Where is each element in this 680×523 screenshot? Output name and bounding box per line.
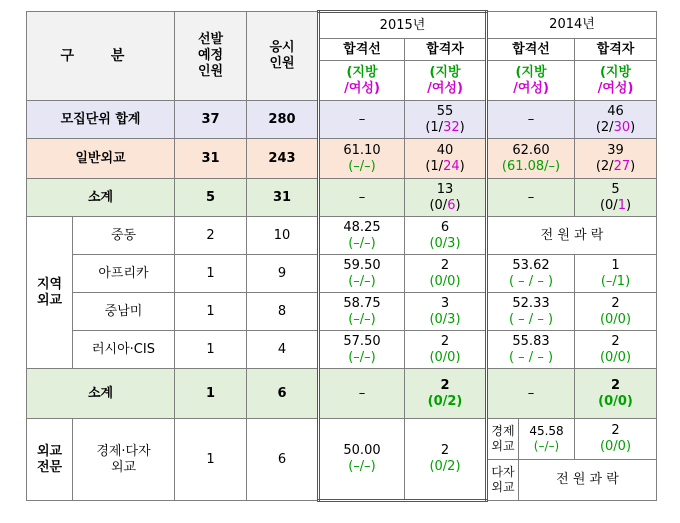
- row-latam-2014-cutoff: 52.33 ( – / – ): [487, 293, 575, 331]
- row-total-2015-cutoff: –: [319, 101, 405, 139]
- header-2014-passers: 합격자: [575, 39, 657, 61]
- special-diplomacy-label: 외교 전문: [27, 419, 73, 501]
- regional-diplomacy-label: 지역 외교: [27, 217, 73, 369]
- row-russia-cis-2015-passers: 2 (0/0): [405, 331, 487, 369]
- header-row-1: [27, 12, 657, 39]
- row-subtotal-regional-2014-passers: 5 (0/1): [575, 179, 657, 217]
- row-latam-2014-passers: 2 (0/0): [575, 293, 657, 331]
- row-general-2015-passers: 40 (1/24): [405, 139, 487, 179]
- row-africa-applicants: 9: [247, 255, 319, 293]
- row-total-2015-passers: 55 (1/32): [405, 101, 487, 139]
- row-subtotal-regional-quota: 5: [175, 179, 247, 217]
- row-subtotal-special-label: 소계: [27, 369, 175, 419]
- row-general-2015-cutoff: 61.10 (–/–): [319, 139, 405, 179]
- row-russia-cis-label: 러시아·CIS: [73, 331, 175, 369]
- row-econ-label: 경제·다자 외교: [73, 419, 175, 501]
- row-latam-2015-passers: 3 (0/3): [405, 293, 487, 331]
- row-econ-multilateral-top: [27, 419, 657, 460]
- row-subtotal-special-2015-cutoff: –: [319, 369, 405, 419]
- header-year-2015: 2015년: [319, 12, 487, 39]
- row-mideast-2015-cutoff: 48.25 (–/–): [319, 217, 405, 255]
- header-2015-passers: 합격자: [405, 39, 487, 61]
- row-total-applicants: 280: [247, 101, 319, 139]
- row-econ-2014-passers: 2 (0/0): [575, 419, 657, 460]
- row-subtotal-special-2015-passers: 2 (0/2): [405, 369, 487, 419]
- row-subtotal-special-applicants: 6: [247, 369, 319, 419]
- row-subtotal-regional-2015-passers: 13 (0/6): [405, 179, 487, 217]
- row-mideast-2015-passers: 6 (0/3): [405, 217, 487, 255]
- row-econ-2014-score: 45.58 (–/–): [529, 424, 564, 453]
- row-general: [27, 139, 657, 179]
- row-general-2014-cutoff: 62.60 (61.08/–): [487, 139, 575, 179]
- row-total: [27, 101, 657, 139]
- row-subtotal-regional-label: 소계: [27, 179, 175, 217]
- admission-results-table: [26, 10, 657, 502]
- row-mideast-2014-all-fail: 전 원 과 락: [487, 217, 657, 255]
- header-2015-passers-note: (지방 /여성): [405, 61, 487, 101]
- row-latam-quota: 1: [175, 293, 247, 331]
- row-latam-label: 중남미: [73, 293, 175, 331]
- row-mideast: [27, 217, 657, 255]
- row-subtotal-regional-applicants: 31: [247, 179, 319, 217]
- row-mideast-applicants: 10: [247, 217, 319, 255]
- row-total-quota: 37: [175, 101, 247, 139]
- row-russia-cis-applicants: 4: [247, 331, 319, 369]
- admission-results-table-wrapper: [26, 10, 657, 502]
- row-econ-quota: 1: [175, 419, 247, 501]
- row-subtotal-special-quota: 1: [175, 369, 247, 419]
- row-subtotal-special-2014-passers: 2 (0/0): [575, 369, 657, 419]
- row-econ-applicants: 6: [247, 419, 319, 501]
- row-total-2014-passers: 46 (2/30): [575, 101, 657, 139]
- row-total-label: 모집단위 합계: [27, 101, 175, 139]
- row-multilateral-2014-all-fail: 전 원 과 락: [556, 472, 619, 487]
- header-selection-quota: 선발 예정 인원: [175, 12, 247, 101]
- header-2015-cutoff: 합격선: [319, 39, 405, 61]
- row-africa-label: 아프리카: [73, 255, 175, 293]
- row-general-label: 일반외교: [27, 139, 175, 179]
- row-africa-2014-cutoff: 53.62 ( – / – ): [487, 255, 575, 293]
- row-latam: [27, 293, 657, 331]
- row-africa-2015-passers: 2 (0/0): [405, 255, 487, 293]
- row-general-quota: 31: [175, 139, 247, 179]
- header-applicants: 응시 인원: [247, 12, 319, 101]
- row-general-2014-passers: 39 (2/27): [575, 139, 657, 179]
- header-year-2014: 2014년: [487, 12, 657, 39]
- header-2014-cutoff-note: (지방 /여성): [487, 61, 575, 101]
- row-russia-cis-2014-passers: 2 (0/0): [575, 331, 657, 369]
- row-econ-2015-cutoff: 50.00 (–/–): [319, 419, 405, 501]
- row-russia-cis-2015-cutoff: 57.50 (–/–): [319, 331, 405, 369]
- header-2014-passers-note: (지방 /여성): [575, 61, 657, 101]
- row-russia-cis: [27, 331, 657, 369]
- row-russia-cis-quota: 1: [175, 331, 247, 369]
- row-econ-2014-sublabel: 경제 외교: [488, 419, 519, 459]
- row-general-applicants: 243: [247, 139, 319, 179]
- row-subtotal-special: [27, 369, 657, 419]
- row-russia-cis-2014-cutoff: 55.83 ( – / – ): [487, 331, 575, 369]
- row-mideast-label: 중동: [73, 217, 175, 255]
- row-econ-2015-passers: 2 (0/2): [405, 419, 487, 501]
- row-subtotal-regional: [27, 179, 657, 217]
- row-subtotal-regional-2015-cutoff: –: [319, 179, 405, 217]
- row-multilateral-2014: [487, 460, 657, 501]
- row-latam-2015-cutoff: 58.75 (–/–): [319, 293, 405, 331]
- row-africa: [27, 255, 657, 293]
- row-africa-2015-cutoff: 59.50 (–/–): [319, 255, 405, 293]
- row-subtotal-special-2014-cutoff: –: [487, 369, 575, 419]
- row-multilateral-2014-sublabel: 다자 외교: [488, 460, 519, 500]
- row-africa-quota: 1: [175, 255, 247, 293]
- header-category: 구 분: [27, 12, 175, 101]
- row-total-2014-cutoff: –: [487, 101, 575, 139]
- row-latam-applicants: 8: [247, 293, 319, 331]
- row-subtotal-regional-2014-cutoff: –: [487, 179, 575, 217]
- row-africa-2014-passers: 1 (–/1): [575, 255, 657, 293]
- header-2014-cutoff: 합격선: [487, 39, 575, 61]
- row-mideast-quota: 2: [175, 217, 247, 255]
- header-2015-cutoff-note: (지방 /여성): [319, 61, 405, 101]
- row-econ-2014-cutoff: [487, 419, 575, 460]
